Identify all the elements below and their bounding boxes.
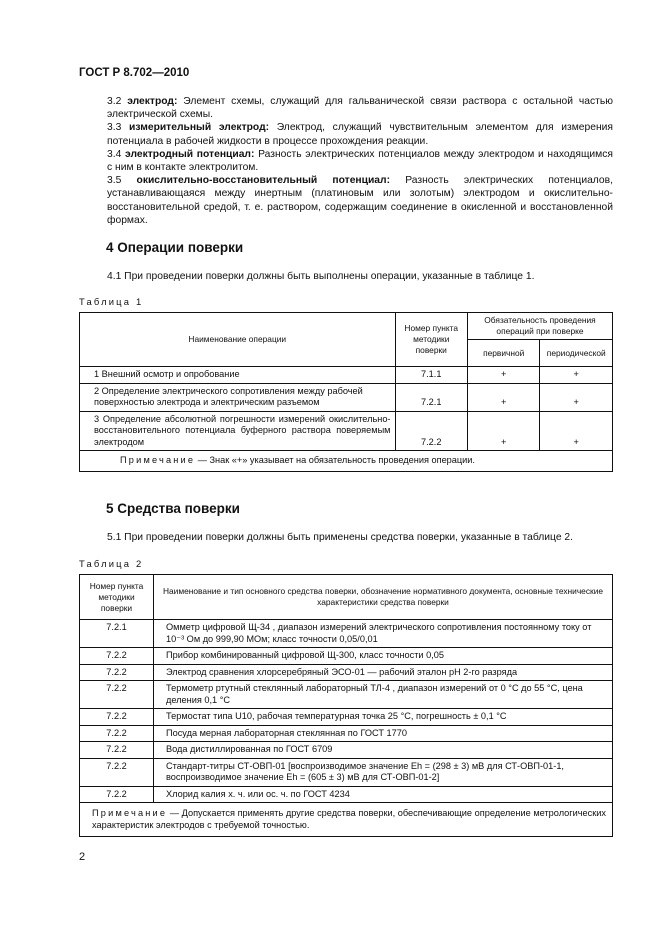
section-5-title: 5 Средства поверки [106,501,240,516]
t2-cell-desc: Электрод сравнения хлорсеребряный ЭСО-01 — рабочий эталон pH 2-го разряда [154,664,613,681]
document-header: ГОСТ Р 8.702—2010 [79,67,190,79]
table-2-caption: Таблица 2 [79,558,144,569]
t2-cell-num: 7.2.2 [80,786,154,803]
t1-header-name: Наименование операции [80,313,396,367]
table-row [80,411,613,451]
t2-cell-desc: Хлорид калия х. ч. или ос. ч. по ГОСТ 4234 [154,786,613,803]
t1-header-oblig: Обязательность проведения операций при поверке [467,313,612,340]
table-row [80,709,613,726]
t2-cell-desc: Омметр цифровой Щ-34 , диапазон измерений электрического сопротивления постоянному току от 10⁻³ Ом до 999,90 МОм; класс точности 0,05/0,01 [154,620,613,648]
table-row [80,620,613,648]
table-row [80,725,613,742]
t1-header-primary: первичной [467,340,539,367]
table-row [80,681,613,709]
table-row [80,786,613,803]
page-number: 2 [79,851,86,863]
t1-cell-periodic: + [540,367,613,384]
t2-cell-desc: Вода дистиллированная по ГОСТ 6709 [154,742,613,759]
t2-cell-num: 7.2.2 [80,725,154,742]
table-row [80,383,613,411]
table-row [80,742,613,759]
t2-cell-num: 7.2.2 [80,681,154,709]
operations-table [79,312,613,472]
t1-header-periodic: периодической [540,340,613,367]
table-row [80,664,613,681]
t1-cell-num: 7.1.1 [395,367,467,384]
table-1-caption: Таблица 1 [79,296,144,307]
section-4-title: 4 Операции поверки [106,240,244,255]
section-5-para: 5.1 При проведении поверки должны быть применены средства поверки, указанные в таблице 2. [107,532,574,543]
t2-cell-desc: Посуда мерная лабораторная стеклянная по ГОСТ 1770 [154,725,613,742]
t1-cell-primary: + [467,383,539,411]
t1-cell-num: 7.2.2 [395,411,467,451]
t1-cell-num: 7.2.1 [395,383,467,411]
t1-cell-name: 3 Определение абсолютной погрешности измерений окислительно-восстановительного потенциала буферного раствора поверяемым электродом [80,411,396,451]
verification-means-table [79,574,613,837]
definition-3-5: 3.5 окислительно-восстановительный потенциал: Разность электрических потенциалов, устанавливающаяся между инертным (платиновым или золотым) электродом и окислительно-восстановительной средой, т. е. раствором, содержащим соединение в окисленной и восстановленной формах. [107,175,613,226]
t2-cell-desc: Стандарт-титры СТ-ОВП-01 [воспроизводимое значение Eh = (298 ± 3) мВ для СТ-ОВП-01-1, воспроизводимое значение Eh = (605 ± 3) мВ для СТ-ОВП-01-2] [154,758,613,786]
t2-cell-num: 7.2.2 [80,709,154,726]
t2-cell-desc: Прибор комбинированный цифровой Щ-300, класс точности 0,05 [154,648,613,665]
t2-cell-desc: Термометр ртутный стеклянный лабораторный ТЛ-4 , диапазон измерений от 0 °С до 55 °С, цена деления 0,1 °С [154,681,613,709]
definition-3-3: 3.3 измерительный электрод: Электрод, служащий чувствительным элементом для измерения потенциала в рабочей жидкости в процессе прохождения реакции. [107,122,613,147]
t1-cell-periodic: + [540,411,613,451]
t2-header-num: Номер пункта методики поверки [80,575,154,620]
definition-3-4: 3.4 электродный потенциал: Разность электрических потенциалов между электродом и находящимся с ним в контакте электролитом. [107,148,613,174]
t1-cell-periodic: + [540,383,613,411]
t2-cell-num: 7.2.2 [80,648,154,665]
t1-cell-primary: + [467,367,539,384]
t1-cell-primary: + [467,411,539,451]
t2-cell-num: 7.2.1 [80,620,154,648]
t2-cell-desc: Термостат типа U10, рабочая температурная точка 25 °С, погрешность ± 0,1 °С [154,709,613,726]
t2-cell-num: 7.2.2 [80,664,154,681]
t1-cell-name: 2 Определение электрического сопротивления между рабочей поверхностью электрода и электрическим разъемом [80,383,396,411]
definition-3-2: 3.2 электрод: Элемент схемы, служащий для гальванической связи раствора с остальной частью электрической схемы. [107,96,613,121]
table-row [80,367,613,384]
t2-cell-num: 7.2.2 [80,742,154,759]
t1-cell-name: 1 Внешний осмотр и опробование [80,367,396,384]
definitions-block [79,95,613,227]
t1-header-num: Номер пункта методики поверки [395,313,467,367]
t2-note: Примечание — Допускается применять другие средства поверки, обеспечивающие определение метрологических характеристик электродов с требуемой точностью. [80,803,613,837]
t2-cell-num: 7.2.2 [80,758,154,786]
section-4-para: 4.1 При проведении поверки должны быть выполнены операции, указанные в таблице 1. [107,271,535,282]
t2-header-desc: Наименование и тип основного средства поверки, обозначение нормативного документа, основные технические характеристики средства поверки [154,575,613,620]
table-row [80,648,613,665]
t1-note: Примечание — Знак «+» указывает на обязательность проведения операции. [80,451,613,472]
table-row [80,758,613,786]
